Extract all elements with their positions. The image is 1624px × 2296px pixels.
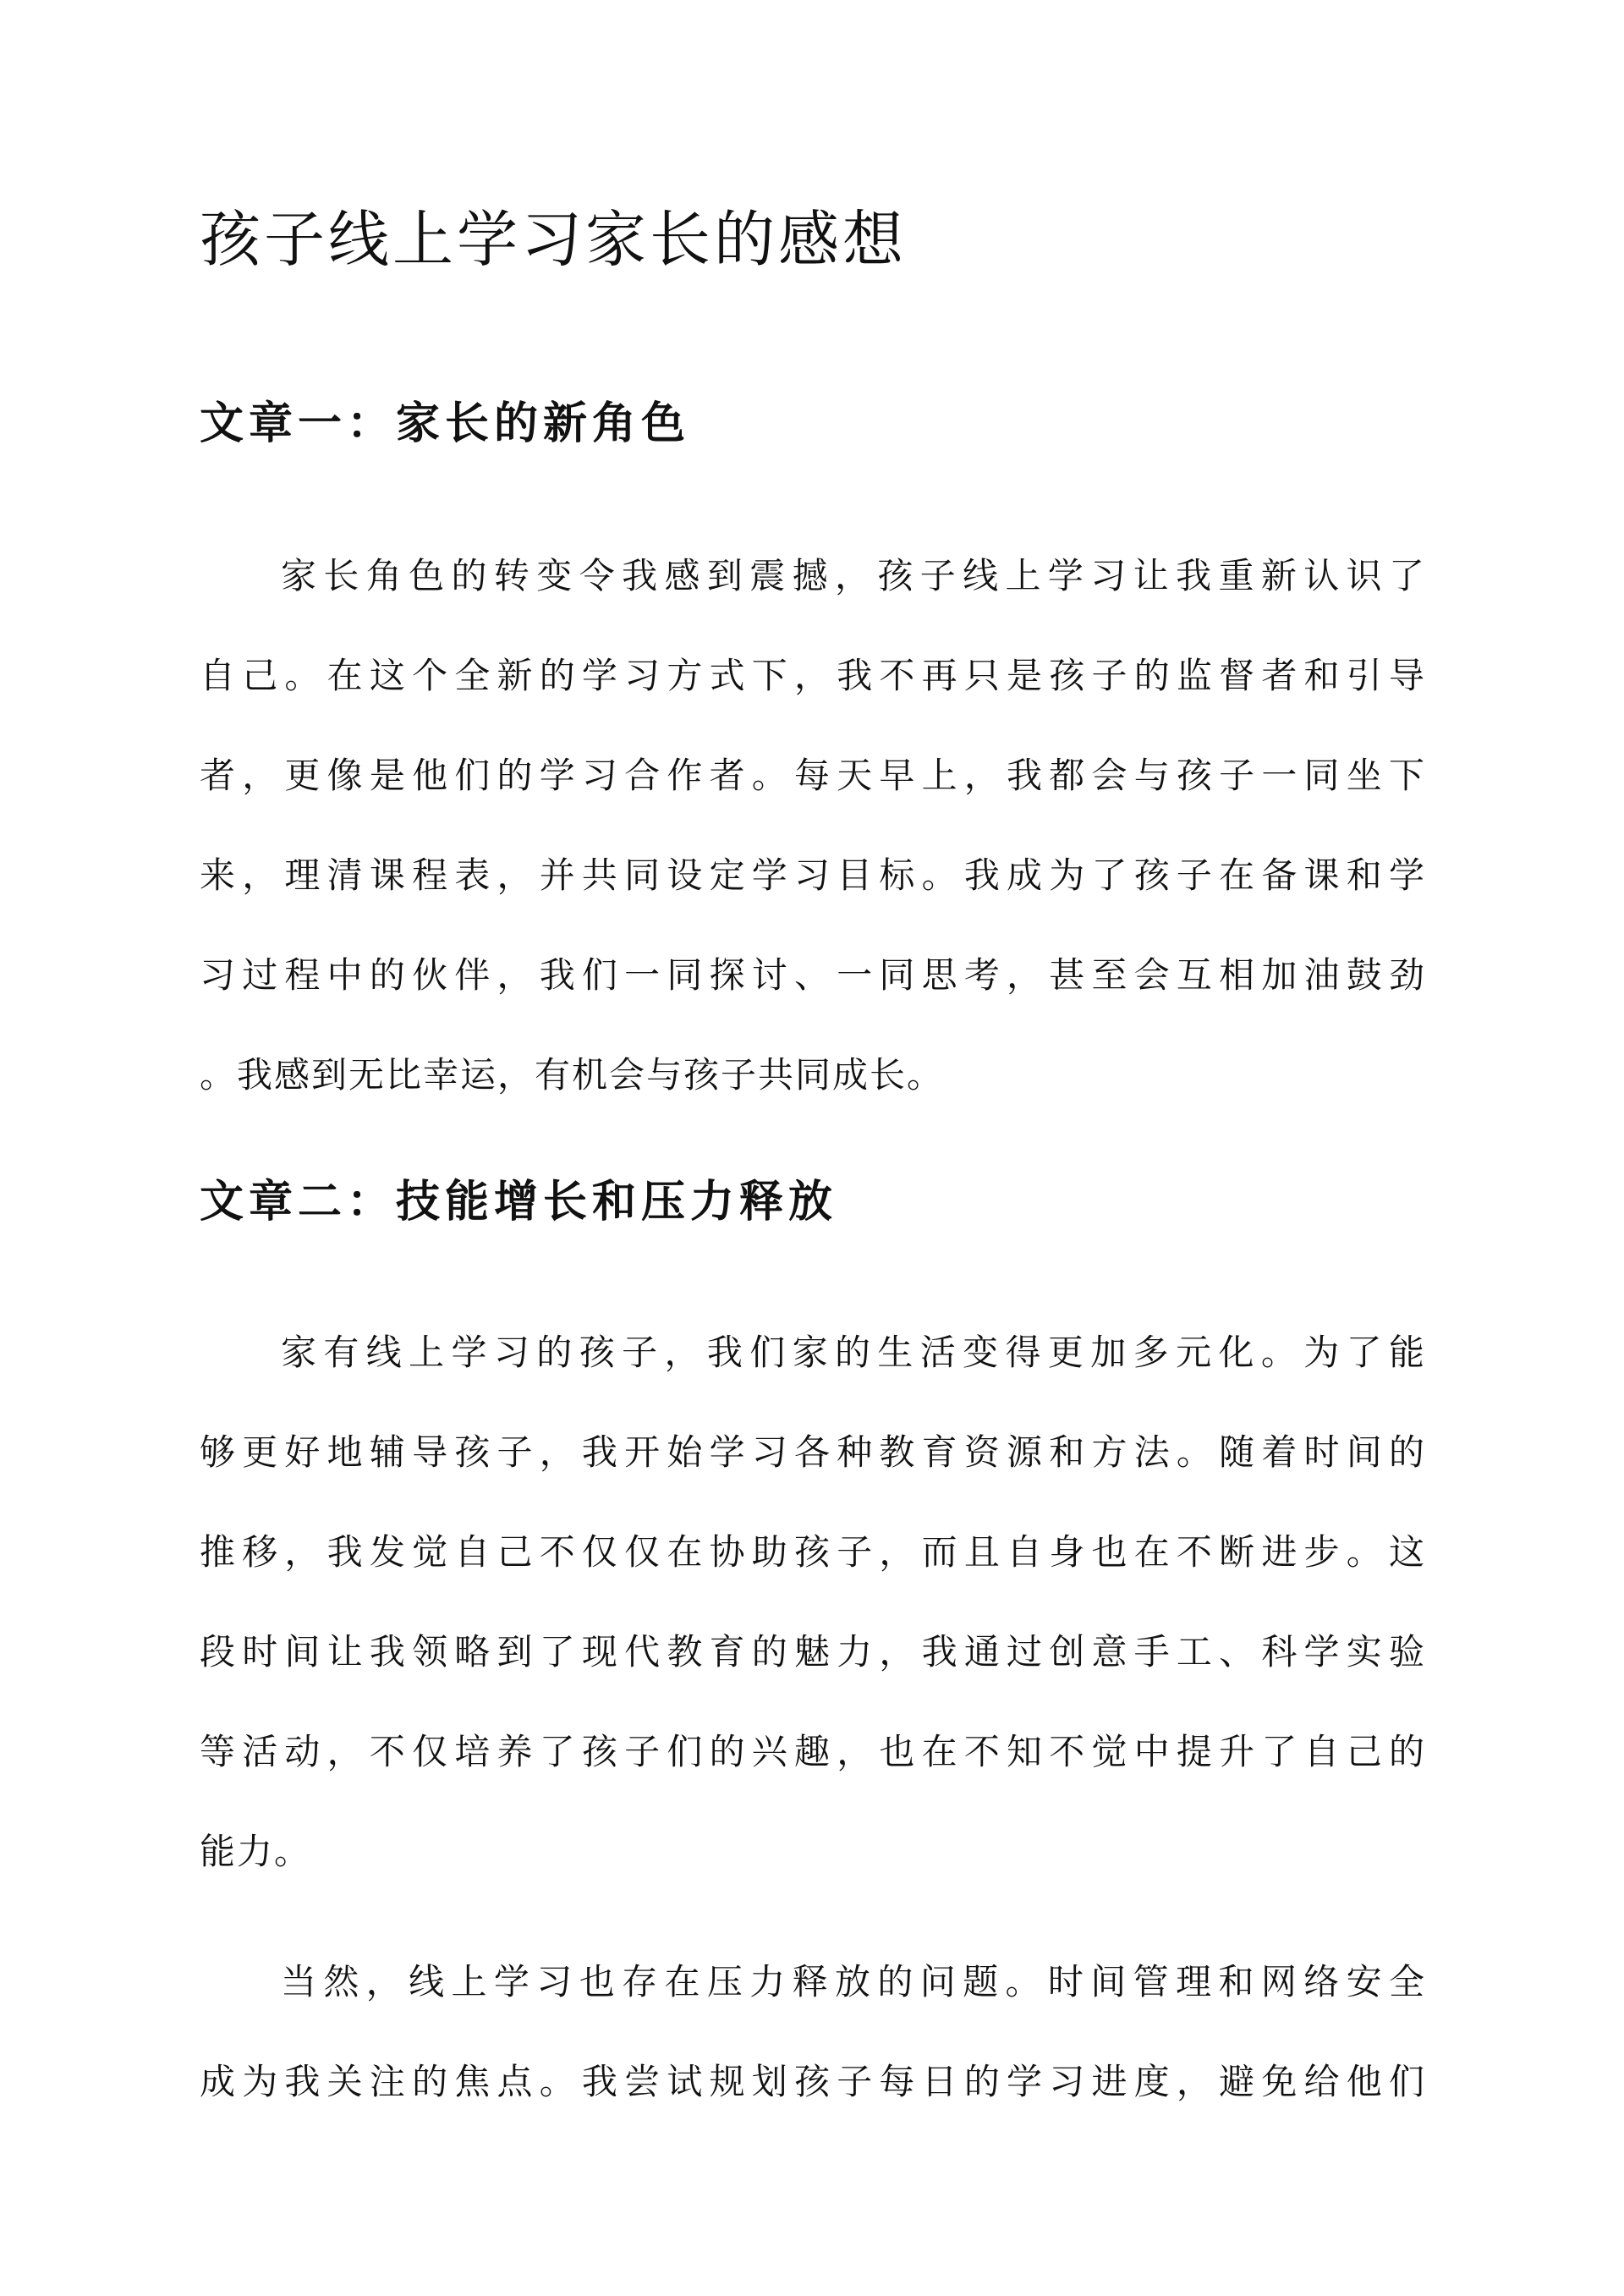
document-title: 孩子线上学习家长的感想 <box>200 204 908 275</box>
paragraph-line: 成为我关注的焦点。我尝试规划孩子每日的学习进度，避免给他们 <box>200 2061 1426 2102</box>
paragraph-line: 段时间让我领略到了现代教育的魅力，我通过创意手工、科学实验 <box>200 1631 1426 1673</box>
paragraph-line: 者，更像是他们的学习合作者。每天早上，我都会与孩子一同坐下 <box>200 755 1426 796</box>
paragraph-line: 来，理清课程表，并共同设定学习目标。我成为了孩子在备课和学 <box>200 854 1426 896</box>
paragraph-line: 自己。在这个全新的学习方式下，我不再只是孩子的监督者和引导 <box>200 655 1426 696</box>
paragraph-line: 习过程中的伙伴，我们一同探讨、一同思考，甚至会互相加油鼓劲 <box>200 954 1426 996</box>
paragraph-line: 能力。 <box>200 1831 312 1872</box>
section-heading-1: 文章一：家长的新角色 <box>200 398 691 449</box>
paragraph-line: 家长角色的转变令我感到震撼，孩子线上学习让我重新认识了 <box>281 555 1426 596</box>
section-2-paragraph-1 <box>200 1303 1426 1902</box>
paragraph-line: 家有线上学习的孩子，我们家的生活变得更加多元化。为了能 <box>281 1332 1426 1373</box>
paragraph-line: 够更好地辅导孩子，我开始学习各种教育资源和方法。随着时间的 <box>200 1431 1426 1473</box>
section-2-paragraph-2 <box>200 1932 1426 2132</box>
paragraph-line: 当然，线上学习也存在压力释放的问题。时间管理和网络安全 <box>281 1961 1426 2002</box>
paragraph-line: 推移，我发觉自己不仅仅在协助孩子，而且自身也在不断进步。这 <box>200 1531 1426 1573</box>
section-heading-2: 文章二：技能增长和压力释放 <box>200 1176 838 1228</box>
paragraph-line: 。我感到无比幸运，有机会与孩子共同成长。 <box>200 1054 945 1096</box>
section-1-paragraph-1 <box>200 526 1426 1125</box>
paragraph-line: 等活动，不仅培养了孩子们的兴趣，也在不知不觉中提升了自己的 <box>200 1731 1426 1772</box>
